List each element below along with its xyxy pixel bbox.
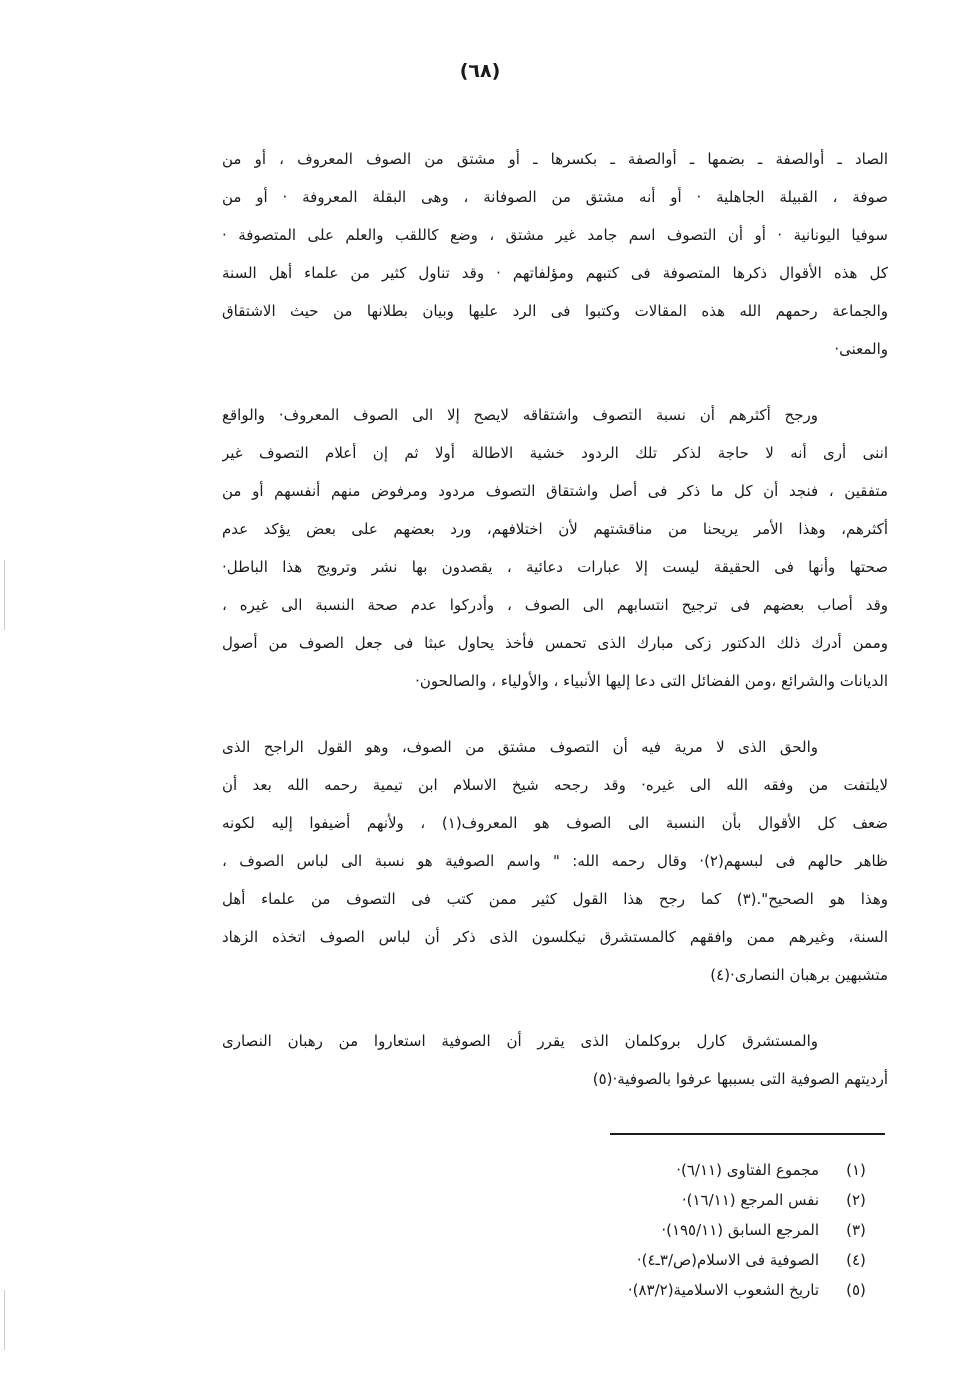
footnote bbox=[500, 1215, 885, 1245]
text-line: وقد أصاب بعضهم فى ترجيح انتسابهم الى الصوف ، وأدركوا عدم صحة النسبة الى غيره ، bbox=[222, 596, 888, 614]
page-number: (٦٨) bbox=[459, 60, 501, 82]
footnote-text: المرجع السابق (١٩٥/١١)· bbox=[661, 1221, 819, 1239]
text-line: وممن أدرك ذلك الدكتور زكى مبارك الذى تحمس فأخذ يحاول عبثا فى جعل الصوف من أصول bbox=[222, 634, 888, 652]
paragraph bbox=[222, 396, 888, 700]
text-line: صحتها وأنها فى الحقيقة ليست إلا عبارات دعائية ، يقصدون بها نشر وترويج هذا الباطل· bbox=[222, 558, 888, 576]
text-line: الديانات والشرائع ،ومن الفضائل التى دعا إليها الأنبياء ، والأولياء ، والصالحون· bbox=[415, 672, 888, 690]
footnote-text: نفس المرجع (١٦/١١)· bbox=[681, 1191, 819, 1209]
footnote-number: (٢) bbox=[846, 1191, 866, 1209]
text-line: والمستشرق كارل بروكلمان الذى يقرر أن الصوفية استعاروا من رهبان النصارى bbox=[222, 1032, 818, 1050]
text-line: متفقين ، فنجد أن كل ما ذكر فى أصل واشتقاق التصوف مردود ومرفوض منهم أنفسهم أو من bbox=[222, 482, 888, 500]
text-line: ضعف كل الأقوال بأن النسبة الى الصوف هو المعروف(١) ، ولأنهم أضيفوا إليه لكونه bbox=[222, 814, 888, 832]
footnote-text: مجموع الفتاوى (٦/١١)· bbox=[676, 1161, 819, 1179]
footnote bbox=[500, 1275, 885, 1305]
footnote-number: (٤) bbox=[846, 1251, 866, 1269]
paragraph bbox=[222, 140, 888, 368]
text-line: سوفيا اليونانية · أو أن التصوف اسم جامد غير مشتق ، وضع كاللقب والعلم على المتصوفة · bbox=[222, 226, 888, 244]
footnote bbox=[500, 1185, 885, 1215]
text-line: متشبهين برهبان النصارى·(٤) bbox=[710, 966, 888, 984]
text-line: والمعنى· bbox=[834, 340, 888, 358]
text-line: أكثرهم، وهذا الأمر يريحنا من مناقشتهم لأن اختلافهم، ورد بعضهم على بعض يؤكد عدم bbox=[222, 520, 888, 538]
text-line: اننى أرى أنه لا حاجة لذكر تلك الردود خشية الاطالة أولا ثم إن أعلام التصوف غير bbox=[222, 444, 888, 462]
text-line: والجماعة رحمهم الله هذه المقالات وكتبوا فى الرد عليها وبيان بطلانها من حيث الاشتقاق bbox=[222, 302, 888, 320]
text-line: والحق الذى لا مرية فيه أن التصوف مشتق من الصوف، وهو القول الراجح الذى bbox=[222, 738, 818, 756]
paragraph bbox=[222, 728, 888, 994]
scan-margin-mark bbox=[4, 1290, 5, 1350]
text-line: وهذا هو الصحيح".(٣) كما رجح هذا القول كثير ممن كتب فى التصوف من علماء أهل bbox=[222, 890, 888, 908]
footnote-text: الصوفية فى الاسلام(ص/٣ـ٤)· bbox=[636, 1251, 819, 1269]
footnote-number: (١) bbox=[846, 1161, 866, 1179]
text-line: لايلتفت من وفقه الله الى غيره· وقد رجحه شيخ الاسلام ابن تيمية رحمه الله بعد أن bbox=[222, 776, 888, 794]
footnote bbox=[500, 1155, 885, 1185]
footnote-number: (٥) bbox=[846, 1281, 866, 1299]
text-line: السنة، وغيرهم ممن وافقهم كالمستشرق نيكلسون الذى ذكر أن لباس الصوف اتخذه الزهاد bbox=[222, 928, 888, 946]
text-line: كل هذه الأقوال ذكرها المتصوفة فى كتبهم ومؤلفاتهم · وقد تناول كثير من علماء أهل السنة bbox=[222, 264, 888, 282]
text-line: ورجح أكثرهم أن نسبة التصوف واشتقاقه لايصح إلا الى الصوف المعروف· والواقع bbox=[222, 406, 818, 424]
footnote-number: (٣) bbox=[846, 1221, 866, 1239]
footnote-divider bbox=[610, 1133, 885, 1135]
scan-margin-mark bbox=[4, 560, 5, 630]
paragraph bbox=[222, 1022, 888, 1098]
text-line: أرديتهم الصوفية التى بسببها عرفوا بالصوفية·(٥) bbox=[592, 1070, 888, 1088]
text-line: الصاد ـ أوالصفة ـ بضمها ـ أوالصفة ـ بكسرها ـ أو مشتق من الصوف المعروف ، أو من bbox=[222, 150, 888, 168]
footnote-text: تاريخ الشعوب الاسلامية(٨٣/٢)· bbox=[627, 1281, 819, 1299]
text-line: صوفة ، القبيلة الجاهلية · أو أنه مشتق من الصوفانة ، وهى البقلة المعروفة · أو من bbox=[222, 188, 888, 206]
body-text bbox=[222, 140, 888, 1098]
footnote bbox=[500, 1245, 885, 1275]
text-line: ظاهر حالهم فى لبسهم(٢)· وقال رحمه الله: " واسم الصوفية هو نسبة الى لباس الصوف ، bbox=[222, 852, 888, 870]
footnotes bbox=[500, 1155, 885, 1305]
